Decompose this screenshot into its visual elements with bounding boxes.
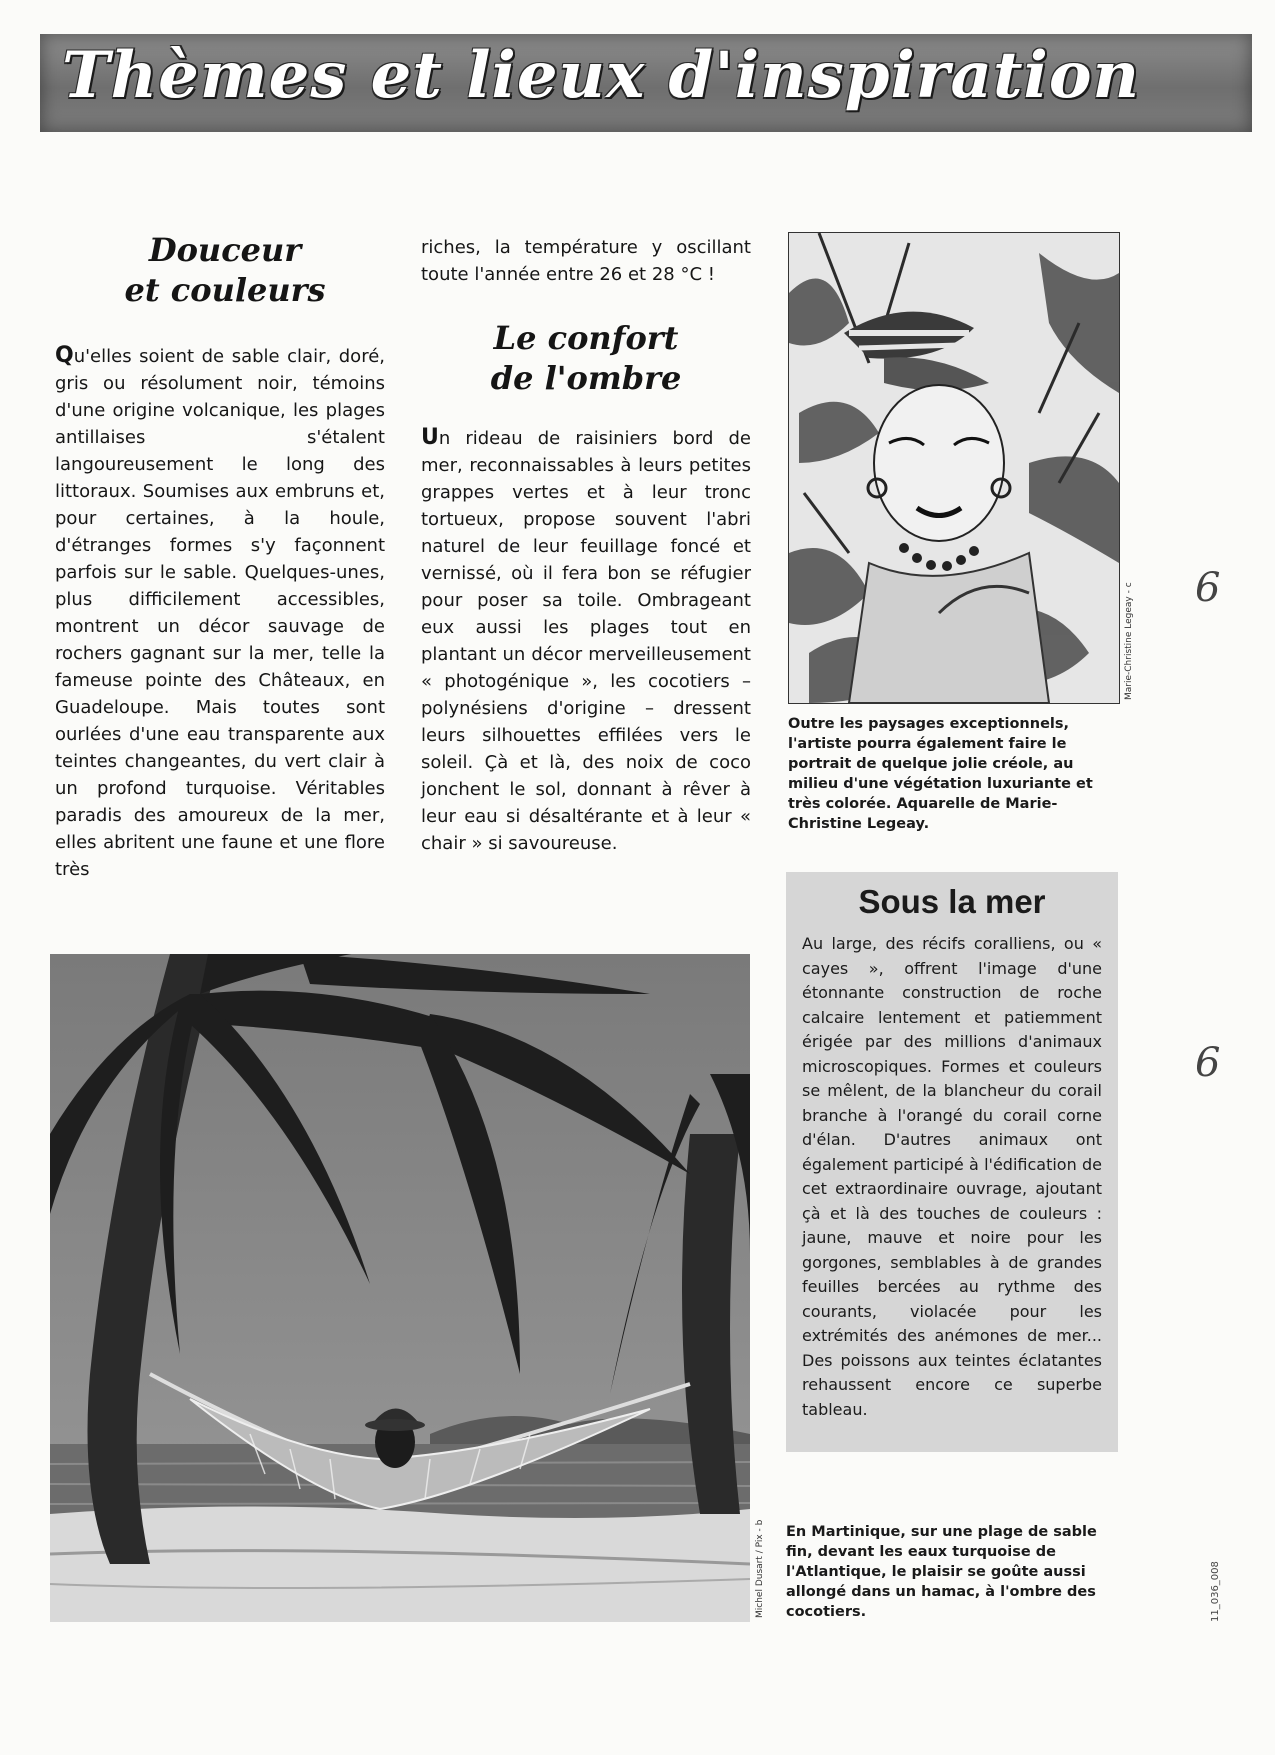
watercolor-portrait-image bbox=[788, 232, 1120, 704]
sidebar-text: Au large, des récifs coralliens, ou « cayes », offrent l'image d'une étonnante construction de roche calcaire lentement et patiemment érigée par des millions d'animaux microscopiques. Formes et couleurs se mêlent, de la blancheur du corail branche à l'orangé du corail corne d'élan. D'autres animaux ont également participé à l'édification de cet extraordinaire ouvrage, ajoutant çà et là des touches de couleurs : jaune, mauve et noire pour les gorgones, semblables à de grandes feuilles bercées au rythme des courants, violacée pour les extrémités des anémones de mer... Des poissons aux teintes éclatantes rehaussent encore ce superbe tableau. bbox=[802, 934, 1102, 1419]
dropcap-q: Q bbox=[55, 343, 74, 368]
page-title: Thèmes et lieux d'inspiration bbox=[62, 38, 1141, 113]
portrait-credit: Marie-Christine Legeay - c bbox=[1124, 582, 1134, 700]
photo-credit: Michel Dusart / Pix - b bbox=[755, 1519, 765, 1618]
article-column-1 bbox=[55, 342, 385, 883]
hammock-beach-photo bbox=[50, 954, 750, 1622]
article-column-2 bbox=[421, 424, 751, 857]
document-code: 11_036_008 bbox=[1210, 1561, 1221, 1622]
photo-caption: En Martinique, sur une plage de sable fin, devant les eaux turquoise de l'Atlantique, le plaisir se goûte aussi allongé dans un hamac, à l'ombre des cocotiers. bbox=[786, 1524, 1097, 1620]
heading-douceur bbox=[60, 230, 390, 310]
heading-confort-line2: de l'ombre bbox=[490, 359, 682, 397]
sidebar-title: Sous la mer bbox=[858, 883, 1046, 920]
heading-douceur-line2: et couleurs bbox=[124, 271, 326, 309]
title-banner bbox=[40, 34, 1252, 132]
margin-mark-2: 6 bbox=[1195, 1040, 1221, 1086]
column-2-text: n rideau de raisiniers bord de mer, reconnaissables à leurs petites grappes vertes et à leur tronc tortueux, propose souvent l'abri naturel de leur feuillage foncé et vernissé, où il fera bon se réfugier pour poser sa toile. Ombrageant eux aussi les plages tout en plantant un décor merveilleusement « photogénique », les cocotiers – polynésiens d'origine – dressent leurs silhouettes effilées vers le soleil. Çà et là, des noix de coco jonchent le sol, donnant à rêver à leur eau si désaltérante et à leur « chair » si savoureuse. bbox=[421, 428, 751, 854]
dropcap-u: U bbox=[421, 425, 439, 450]
heading-confort-line1: Le confort bbox=[493, 319, 679, 357]
watercolor-portrait-illustration bbox=[789, 233, 1119, 703]
heading-douceur-line1: Douceur bbox=[148, 231, 302, 269]
hammock-beach-illustration bbox=[50, 954, 750, 1622]
column-2-continuation: riches, la température y oscillant toute l'année entre 26 et 28 °C ! bbox=[421, 237, 751, 285]
margin-mark-1: 6 bbox=[1195, 565, 1221, 611]
column-1-text: u'elles soient de sable clair, doré, gris ou résolument noir, témoins d'une origine volcanique, les plages antillaises s'étalent langoureusement le long des littoraux. Soumises aux embruns et, pour certaines, à la houle, d'étranges formes s'y façonnent parfois sur le sable. Quelques-unes, plus difficilement accessibles, montrent un décor sauvage de rochers gagnant sur la mer, telle la fameuse pointe des Châteaux, en Guadeloupe. Mais toutes sont ourlées d'une eau transparente aux teintes changeantes, du vert clair à un profond turquoise. Véritables paradis des amoureux de la mer, elles abritent une faune et une flore très bbox=[55, 346, 385, 880]
sous-la-mer-box bbox=[786, 872, 1118, 1452]
heading-confort bbox=[421, 318, 751, 398]
portrait-caption: Outre les paysages exceptionnels, l'artiste pourra également faire le portrait de quelque jolie créole, au milieu d'une végétation luxuriante et très colorée. Aquarelle de Marie-Christine Legeay. bbox=[788, 716, 1093, 832]
